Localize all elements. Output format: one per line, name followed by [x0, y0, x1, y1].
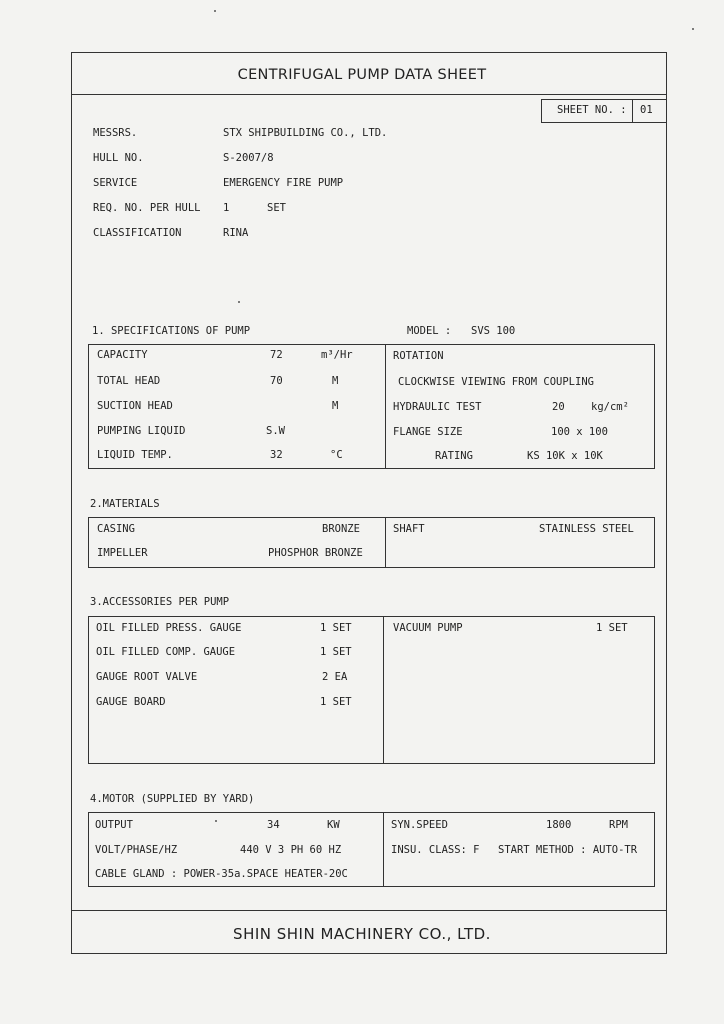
footer-divider	[71, 910, 667, 911]
model-label: MODEL :	[407, 325, 452, 337]
shaft-label: SHAFT	[393, 523, 425, 535]
sheet-no-label: SHEET NO. :	[557, 104, 627, 116]
scan-speck	[692, 28, 694, 30]
motor-table-divider	[383, 812, 384, 887]
head-label: TOTAL HEAD	[97, 375, 161, 387]
company-footer: SHIN SHIN MACHINERY CO., LTD.	[233, 925, 491, 943]
volt-value: 440 V 3 PH 60 HZ	[240, 844, 342, 856]
head-unit: M	[332, 375, 339, 387]
service-label: SERVICE	[93, 177, 138, 189]
sheet-no-value: 01	[640, 104, 653, 116]
liquid-label: PUMPING LIQUID	[97, 425, 186, 437]
req-label: REQ. NO. PER HULL	[93, 202, 201, 214]
class-label: CLASSIFICATION	[93, 227, 182, 239]
spec-table-divider	[385, 344, 386, 469]
temp-label: LIQUID TEMP.	[97, 449, 173, 461]
capacity-unit: m³/Hr	[321, 349, 353, 361]
accessory-name: GAUGE ROOT VALVE	[96, 671, 198, 683]
temp-unit: °C	[330, 449, 343, 461]
hydro-value: 20	[552, 401, 565, 413]
messrs-value: STX SHIPBUILDING CO., LTD.	[223, 127, 388, 139]
motor-heading: 4.MOTOR (SUPPLIED BY YARD)	[90, 793, 255, 805]
rating-label: RATING	[435, 450, 473, 462]
impeller-value: PHOSPHOR BRONZE	[268, 547, 363, 559]
suction-unit: M	[332, 400, 339, 412]
page-title: CENTRIFUGAL PUMP DATA SHEET	[237, 67, 487, 83]
accessory-qty: 1 SET	[320, 646, 352, 658]
speed-unit: RPM	[609, 819, 628, 831]
insulation-class: INSU. CLASS: F	[391, 844, 480, 856]
accessories-table-divider	[383, 616, 384, 764]
liquid-value: S.W	[266, 425, 285, 437]
accessory-qty: 1 SET	[320, 696, 352, 708]
cable-gland: CABLE GLAND : POWER-35a.SPACE HEATER-20C	[95, 868, 348, 880]
suction-label: SUCTION HEAD	[97, 400, 173, 412]
output-unit: KW	[327, 819, 340, 831]
capacity-label: CAPACITY	[97, 349, 148, 361]
flange-value: 100 x 100	[551, 426, 608, 438]
req-qty: 1	[223, 202, 230, 214]
title-divider	[71, 94, 667, 95]
model-value: SVS 100	[471, 325, 516, 337]
accessories-heading: 3.ACCESSORIES PER PUMP	[90, 596, 230, 608]
sheet-no-separator	[632, 99, 633, 123]
service-value: EMERGENCY FIRE PUMP	[223, 177, 344, 189]
scan-speck	[238, 301, 240, 303]
scan-speck	[215, 820, 217, 822]
materials-table-divider	[385, 517, 386, 568]
output-value: 34	[267, 819, 280, 831]
vacuum-pump-qty: 1 SET	[596, 622, 628, 634]
rotation-label: ROTATION	[393, 350, 444, 362]
materials-heading: 2.MATERIALS	[90, 498, 160, 510]
accessory-qty: 2 EA	[322, 671, 348, 683]
rating-value: KS 10K x 10K	[527, 450, 603, 462]
temp-value: 32	[270, 449, 283, 461]
rotation-value: CLOCKWISE VIEWING FROM COUPLING	[398, 376, 594, 388]
spec-heading: 1. SPECIFICATIONS OF PUMP	[92, 325, 251, 337]
head-value: 70	[270, 375, 283, 387]
accessories-table	[88, 616, 655, 764]
casing-value: BRONZE	[322, 523, 360, 535]
impeller-label: IMPELLER	[97, 547, 148, 559]
req-unit: SET	[267, 202, 286, 214]
shaft-value: STAINLESS STEEL	[539, 523, 634, 535]
accessory-name: OIL FILLED COMP. GAUGE	[96, 646, 236, 658]
vacuum-pump-label: VACUUM PUMP	[393, 622, 463, 634]
accessory-name: GAUGE BOARD	[96, 696, 166, 708]
class-value: RINA	[223, 227, 249, 239]
flange-label: FLANGE SIZE	[393, 426, 463, 438]
speed-label: SYN.SPEED	[391, 819, 448, 831]
volt-label: VOLT/PHASE/HZ	[95, 844, 178, 856]
start-method: START METHOD : AUTO-TR	[498, 844, 638, 856]
speed-value: 1800	[546, 819, 572, 831]
accessory-name: OIL FILLED PRESS. GAUGE	[96, 622, 242, 634]
casing-label: CASING	[97, 523, 135, 535]
hydro-label: HYDRAULIC TEST	[393, 401, 482, 413]
hull-value: S-2007/8	[223, 152, 274, 164]
hull-label: HULL NO.	[93, 152, 144, 164]
capacity-value: 72	[270, 349, 283, 361]
accessory-qty: 1 SET	[320, 622, 352, 634]
hydro-unit: kg/cm²	[591, 401, 629, 413]
output-label: OUTPUT	[95, 819, 133, 831]
messrs-label: MESSRS.	[93, 127, 138, 139]
scan-speck	[214, 10, 216, 12]
